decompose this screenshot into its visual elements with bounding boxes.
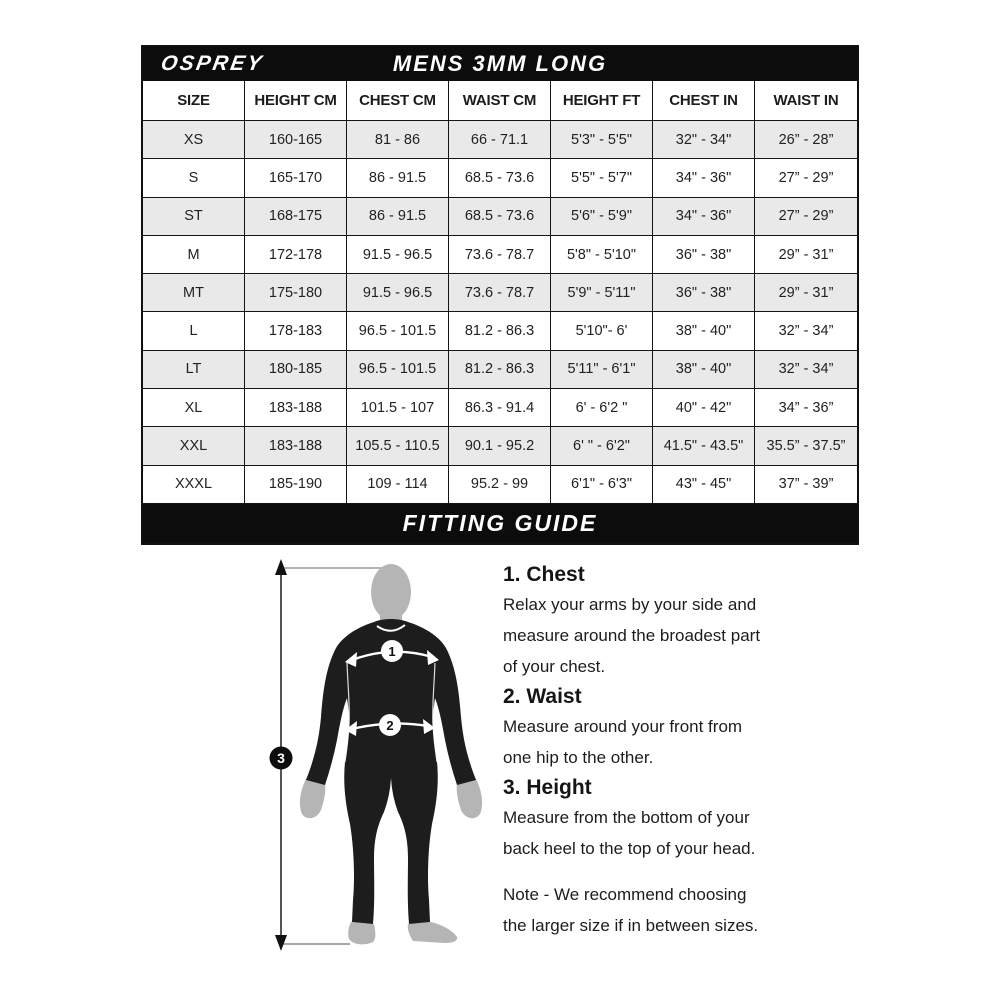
table-cell: 86 - 91.5: [347, 158, 449, 196]
table-cell: 109 - 114: [347, 465, 449, 503]
guide-section-line: Measure around your front from: [503, 717, 743, 736]
table-cell: 40" - 42": [653, 388, 755, 426]
guide-section-heading: 3. Height: [503, 776, 592, 799]
size-cell: M: [143, 235, 245, 273]
table-cell: 27” - 29”: [755, 158, 857, 196]
mannequin-right-foot: [408, 922, 457, 943]
table-cell: 105.5 - 110.5: [347, 426, 449, 464]
table-cell: 183-188: [245, 388, 347, 426]
guide-section-line: measure around the broadest part: [503, 626, 761, 645]
size-cell: LT: [143, 350, 245, 388]
table-column-header: CHEST IN: [653, 81, 755, 120]
table-row: [143, 426, 857, 464]
table-cell: 6' - 6'2 ": [551, 388, 653, 426]
table-cell: 35.5” - 37.5”: [755, 426, 857, 464]
guide-section-line: one hip to the other.: [503, 748, 654, 767]
waist-badge-number: 2: [386, 718, 394, 733]
table-cell: 29” - 31”: [755, 235, 857, 273]
table-cell: 32” - 34”: [755, 311, 857, 349]
table-cell: 38" - 40": [653, 350, 755, 388]
table-cell: 29” - 31”: [755, 273, 857, 311]
mannequin: [300, 564, 482, 944]
table-row: [143, 158, 857, 196]
mannequin-left-foot: [348, 922, 375, 944]
guide-section-line: of your chest.: [503, 657, 606, 676]
table-cell: 185-190: [245, 465, 347, 503]
table-cell: 81.2 - 86.3: [449, 350, 551, 388]
table-cell: 26” - 28”: [755, 120, 857, 158]
table-cell: 5'8" - 5'10": [551, 235, 653, 273]
table-row: [143, 465, 857, 503]
size-cell: MT: [143, 273, 245, 311]
table-cell: 5'10"- 6': [551, 311, 653, 349]
table-cell: 5'3" - 5'5": [551, 120, 653, 158]
table-cell: 180-185: [245, 350, 347, 388]
guide-section-heading: 2. Waist: [503, 685, 582, 708]
table-row: [143, 235, 857, 273]
table-cell: 183-188: [245, 426, 347, 464]
table-column-header: WAIST CM: [449, 81, 551, 120]
table-cell: 91.5 - 96.5: [347, 235, 449, 273]
table-cell: 86.3 - 91.4: [449, 388, 551, 426]
guide-note-line: the larger size if in between sizes.: [503, 916, 759, 935]
table-cell: 6' " - 6'2": [551, 426, 653, 464]
table-cell: 95.2 - 99: [449, 465, 551, 503]
table-cell: 36" - 38": [653, 273, 755, 311]
table-row: [143, 311, 857, 349]
table-cell: 6'1" - 6'3": [551, 465, 653, 503]
table-row: [143, 350, 857, 388]
table-cell: 5'11" - 6'1": [551, 350, 653, 388]
chart-header-bar: [143, 47, 857, 81]
table-cell: 37” - 39”: [755, 465, 857, 503]
table-cell: 36" - 38": [653, 235, 755, 273]
table-cell: 165-170: [245, 158, 347, 196]
guide-note: [503, 879, 813, 941]
fitting-guide-title: FITTING GUIDE: [143, 503, 857, 543]
mannequin-right-hand: [457, 779, 482, 818]
table-cell: 27” - 29”: [755, 197, 857, 235]
brand-logo: OSPREY: [159, 52, 266, 75]
mannequin-left-hand: [300, 779, 325, 818]
table-cell: 34” - 36”: [755, 388, 857, 426]
table-cell: 81 - 86: [347, 120, 449, 158]
table-cell: 96.5 - 101.5: [347, 311, 449, 349]
mannequin-head: [371, 564, 411, 620]
size-chart: [141, 45, 859, 545]
table-row: [143, 273, 857, 311]
size-cell: XL: [143, 388, 245, 426]
guide-note-line: Note - We recommend choosing: [503, 885, 747, 904]
table-cell: 81.2 - 86.3: [449, 311, 551, 349]
table-row: [143, 388, 857, 426]
fitting-guide-text: [503, 560, 813, 941]
table-cell: 91.5 - 96.5: [347, 273, 449, 311]
table-cell: 73.6 - 78.7: [449, 273, 551, 311]
table-cell: 168-175: [245, 197, 347, 235]
size-cell: ST: [143, 197, 245, 235]
mannequin-wetsuit: [306, 619, 476, 924]
guide-section-line: Relax your arms by your side and: [503, 595, 757, 614]
table-column-header: SIZE: [143, 81, 245, 120]
table-cell: 96.5 - 101.5: [347, 350, 449, 388]
table-cell: 5'6" - 5'9": [551, 197, 653, 235]
table-cell: 101.5 - 107: [347, 388, 449, 426]
size-cell: XXXL: [143, 465, 245, 503]
size-cell: XXL: [143, 426, 245, 464]
table-cell: 86 - 91.5: [347, 197, 449, 235]
guide-section-line: Measure from the bottom of your: [503, 808, 750, 827]
table-cell: 68.5 - 73.6: [449, 197, 551, 235]
table-cell: 34" - 36": [653, 158, 755, 196]
height-badge-group: [270, 747, 293, 770]
table-cell: 73.6 - 78.7: [449, 235, 551, 273]
table-cell: 178-183: [245, 311, 347, 349]
guide-section-heading: 1. Chest: [503, 563, 585, 586]
table-cell: 43" - 45": [653, 465, 755, 503]
table-header-row: [143, 81, 857, 120]
chest-badge-number: 1: [388, 644, 396, 659]
arrow-down-icon: [275, 935, 287, 951]
table-cell: 5'9" - 5'11": [551, 273, 653, 311]
table-cell: 175-180: [245, 273, 347, 311]
table-cell: 160-165: [245, 120, 347, 158]
table-cell: 5'5" - 5'7": [551, 158, 653, 196]
table-row: [143, 197, 857, 235]
guide-section-line: back heel to the top of your head.: [503, 839, 756, 858]
table-body: [143, 120, 857, 503]
chart-title: MENS 3MM LONG: [392, 51, 608, 76]
size-cell: S: [143, 158, 245, 196]
table-cell: 172-178: [245, 235, 347, 273]
table-cell: 32" - 34": [653, 120, 755, 158]
table-cell: 41.5" - 43.5": [653, 426, 755, 464]
arrow-up-icon: [275, 559, 287, 575]
height-badge-number: 3: [277, 750, 285, 766]
table-cell: 90.1 - 95.2: [449, 426, 551, 464]
size-cell: L: [143, 311, 245, 349]
table-column-header: HEIGHT CM: [245, 81, 347, 120]
table-cell: 38" - 40": [653, 311, 755, 349]
table-cell: 68.5 - 73.6: [449, 158, 551, 196]
table-cell: 32” - 34”: [755, 350, 857, 388]
table-row: [143, 120, 857, 158]
table-cell: 34" - 36": [653, 197, 755, 235]
table-column-header: WAIST IN: [773, 92, 839, 109]
table-column-header: HEIGHT FT: [551, 81, 653, 120]
table-column-header: CHEST CM: [347, 81, 449, 120]
size-cell: XS: [143, 120, 245, 158]
table-cell: 66 - 71.1: [449, 120, 551, 158]
fitting-guide-figure: [250, 548, 490, 988]
